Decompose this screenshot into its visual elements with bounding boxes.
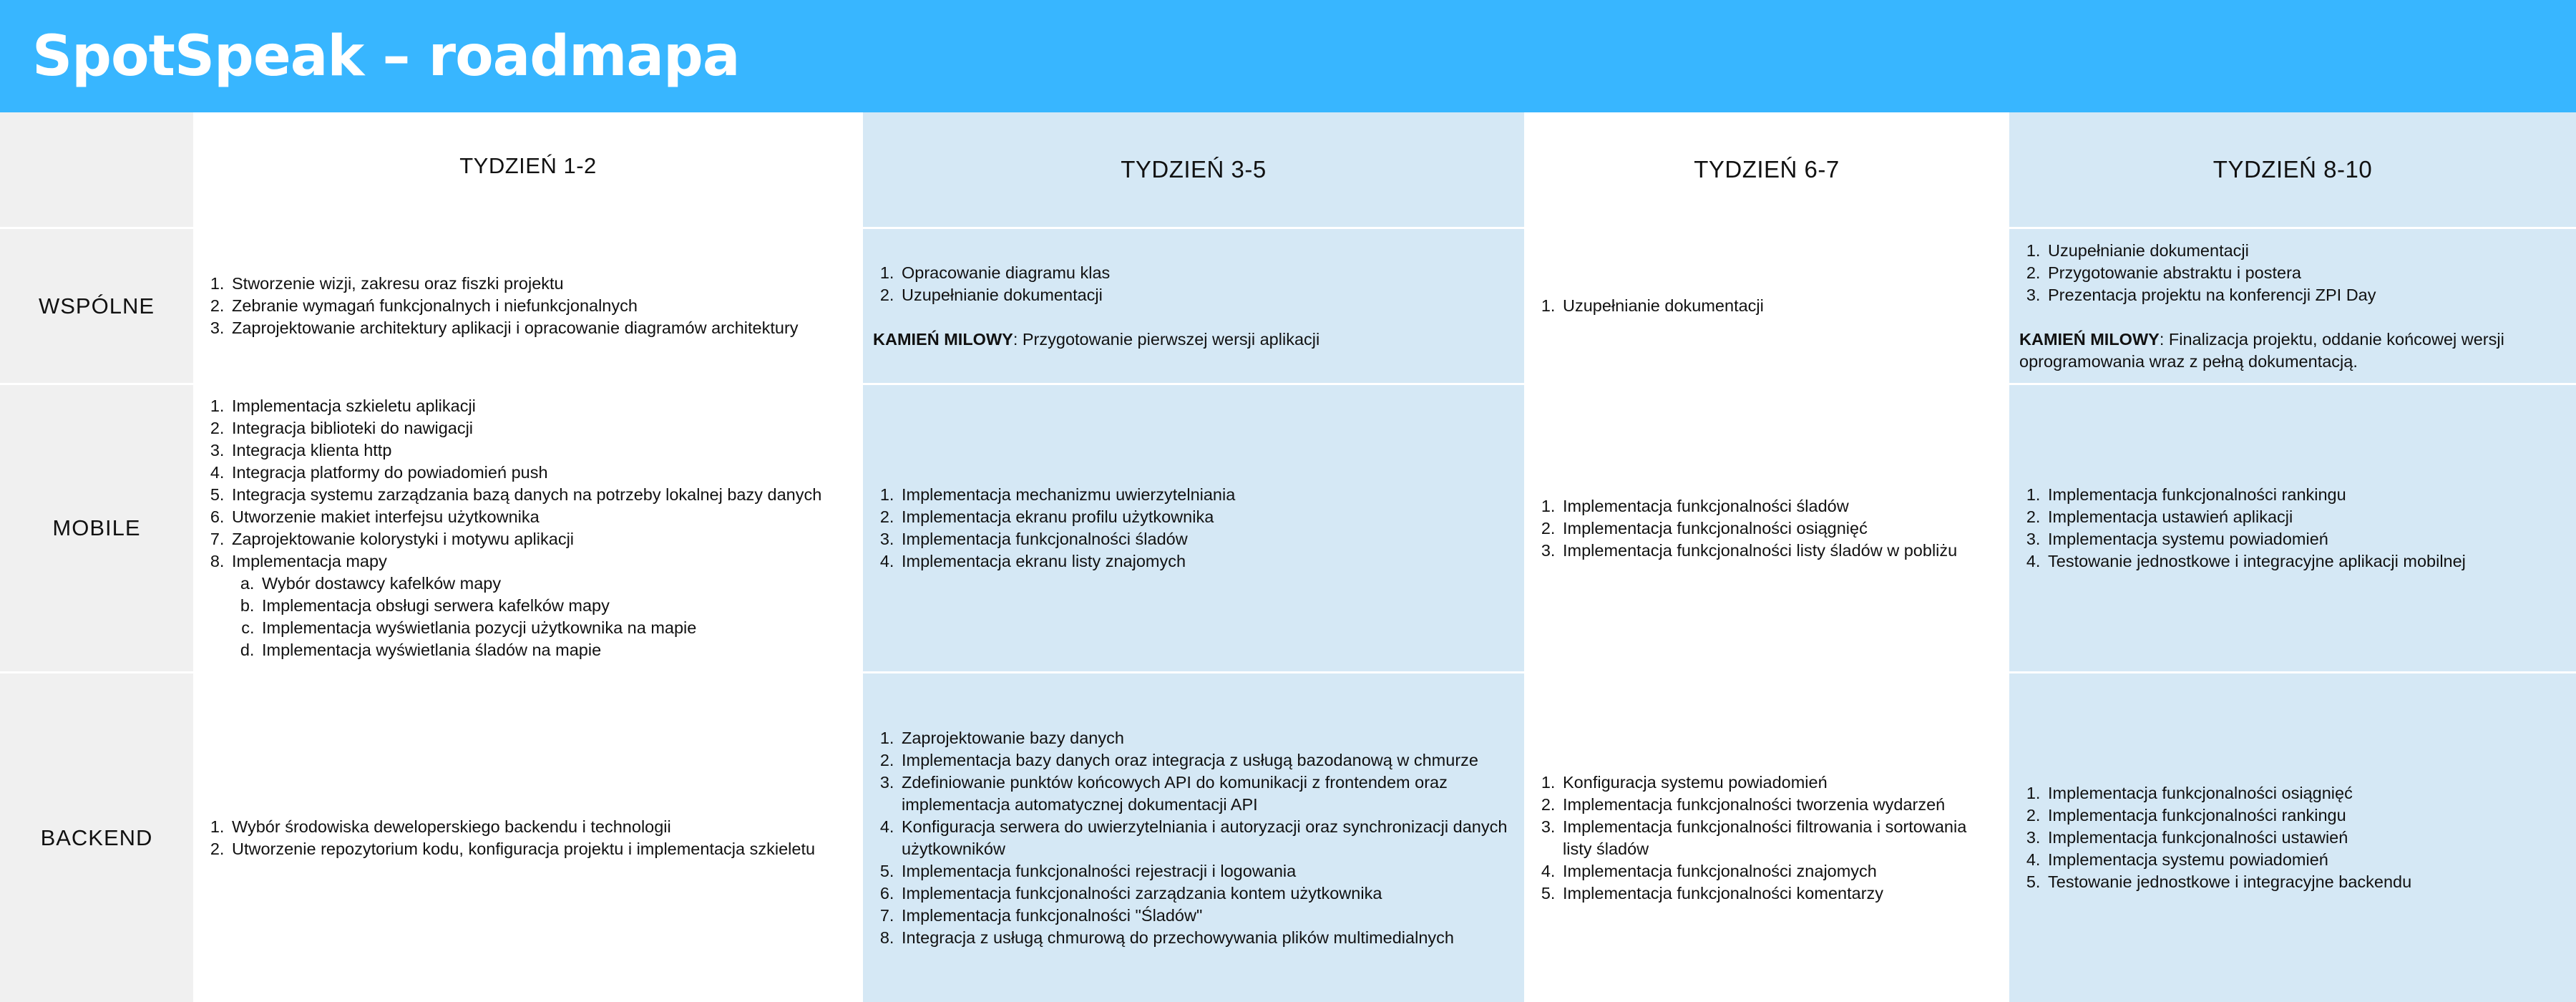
list-item: 1. Opracowanie diagramu klas xyxy=(899,262,1514,284)
milestone-text: : Finalizacja projektu, oddanie końcowej wersji oprogramowania wraz z pełną dokumentacją. xyxy=(2019,329,2504,371)
list-item: 1. Uzupełnianie dokumentacji xyxy=(2045,240,2566,262)
list-item: 8. Integracja z usługą chmurową do przechowywania plików multimedialnych xyxy=(899,927,1514,949)
milestone-note xyxy=(873,329,1514,351)
list-item: 4. Implementacja ekranu listy znajomych xyxy=(899,550,1514,573)
list-item: 2. Integracja biblioteki do nawigacji xyxy=(229,417,853,439)
row-header-label: BACKEND xyxy=(40,825,153,850)
list-item: 4. Konfiguracja serwera do uwierzytelniania i autoryzacji oraz synchronizacji danych użytkowników xyxy=(899,816,1514,860)
list-item: 1. Implementacja szkieletu aplikacji xyxy=(229,395,853,417)
sub-list-item: c. Implementacja wyświetlania pozycji użytkownika na mapie xyxy=(259,617,853,639)
list-item: 3. Prezentacja projektu na konferencji ZPI Day xyxy=(2045,284,2566,306)
list-item: 4. Implementacja funkcjonalności znajomych xyxy=(1560,860,1999,882)
cell-wspolne-week-6-7 xyxy=(1524,229,2009,383)
list-item: 2. Utworzenie repozytorium kodu, konfiguracja projektu i implementacja szkieletu xyxy=(229,838,853,860)
list-item: 5. Implementacja funkcjonalności komentarzy xyxy=(1560,882,1999,905)
list-item: 1. Zaprojektowanie bazy danych xyxy=(899,727,1514,749)
list-item-label: Implementacja mapy xyxy=(232,552,387,570)
list-item: 1. Konfiguracja systemu powiadomień xyxy=(1560,772,1999,794)
list-item: 2. Przygotowanie abstraktu i postera xyxy=(2045,262,2566,284)
list-item: 2. Implementacja funkcjonalności rankingu xyxy=(2045,804,2566,827)
list-item: 1. Implementacja funkcjonalności rankingu xyxy=(2045,484,2566,506)
roadmap-table xyxy=(0,112,2576,1002)
corner-cell xyxy=(0,112,193,227)
sub-list-item: d. Implementacja wyświetlania śladów na mapie xyxy=(259,639,853,661)
list-item: 1. Wybór środowiska deweloperskiego backendu i technologii xyxy=(229,816,853,838)
milestone-label: KAMIEŃ MILOWY xyxy=(2019,329,2160,349)
milestone-note xyxy=(2019,329,2566,373)
cell-mobile-week-8-10 xyxy=(2009,385,2576,671)
task-list xyxy=(1534,772,1999,905)
cell-wspolne-week-8-10 xyxy=(2009,229,2576,383)
list-item: 7. Implementacja funkcjonalności "Śladów" xyxy=(899,905,1514,927)
task-list xyxy=(873,727,1514,949)
list-item: 4. Integracja platformy do powiadomień push xyxy=(229,462,853,484)
list-item: 1. Stworzenie wizji, zakresu oraz fiszki projektu xyxy=(229,273,853,295)
cell-wspolne-week-3-5 xyxy=(863,229,1524,383)
milestone-label: KAMIEŃ MILOWY xyxy=(873,329,1013,349)
list-item: 3. Zdefiniowanie punktów końcowych API do komunikacji z frontendem oraz implementacja automatycznej dokumentacji API xyxy=(899,772,1514,816)
list-item: 5. Implementacja funkcjonalności rejestracji i logowania xyxy=(899,860,1514,882)
list-item: 2. Implementacja funkcjonalności osiągnięć xyxy=(1560,517,1999,540)
cell-mobile-week-3-5 xyxy=(863,385,1524,671)
list-item: 3. Implementacja funkcjonalności ustawień xyxy=(2045,827,2566,849)
column-header-week-8-10 xyxy=(2009,112,2576,227)
list-item: 1. Implementacja funkcjonalności śladów xyxy=(1560,495,1999,517)
sub-list-item: a. Wybór dostawcy kafelków mapy xyxy=(259,573,853,595)
list-item: 3. Zaprojektowanie architektury aplikacji i opracowanie diagramów architektury xyxy=(229,317,853,339)
column-header-week-6-7 xyxy=(1524,112,2009,227)
cell-backend-week-6-7 xyxy=(1524,673,2009,1002)
column-header-week-3-5 xyxy=(863,112,1524,227)
task-list xyxy=(203,273,853,339)
page-title: SpotSpeak – roadmapa xyxy=(32,24,740,89)
list-item: 7. Zaprojektowanie kolorystyki i motywu aplikacji xyxy=(229,528,853,550)
list-item: 5. Testowanie jednostkowe i integracyjne backendu xyxy=(2045,871,2566,893)
task-list xyxy=(2019,782,2566,893)
column-header-label: TYDZIEŃ 6-7 xyxy=(1694,156,1840,183)
column-header-week-1-2 xyxy=(193,112,863,227)
list-item: 2. Implementacja funkcjonalności tworzenia wydarzeń xyxy=(1560,794,1999,816)
task-list xyxy=(1534,495,1999,562)
list-item: 5. Integracja systemu zarządzania bazą danych na potrzeby lokalnej bazy danych xyxy=(229,484,853,506)
list-item xyxy=(229,550,853,661)
task-list xyxy=(2019,484,2566,573)
list-item: 3. Implementacja funkcjonalności śladów xyxy=(899,528,1514,550)
list-item: 2. Implementacja ekranu profilu użytkownika xyxy=(899,506,1514,528)
list-item: 3. Implementacja systemu powiadomień xyxy=(2045,528,2566,550)
cell-backend-week-8-10 xyxy=(2009,673,2576,1002)
cell-mobile-week-1-2 xyxy=(193,385,863,671)
list-item: 6. Implementacja funkcjonalności zarządzania kontem użytkownika xyxy=(899,882,1514,905)
task-list xyxy=(1534,295,1999,317)
list-item: 2. Implementacja ustawień aplikacji xyxy=(2045,506,2566,528)
column-header-label: TYDZIEŃ 3-5 xyxy=(1121,156,1267,183)
cell-backend-week-3-5 xyxy=(863,673,1524,1002)
cell-mobile-week-6-7 xyxy=(1524,385,2009,671)
task-list xyxy=(203,395,853,661)
row-header-backend xyxy=(0,673,193,1002)
task-list xyxy=(2019,240,2566,306)
row-header-label: MOBILE xyxy=(52,515,141,540)
column-header-label: TYDZIEŃ 8-10 xyxy=(2212,156,2373,183)
sub-list-item: b. Implementacja obsługi serwera kafelków mapy xyxy=(259,595,853,617)
list-item: 3. Implementacja funkcjonalności filtrowania i sortowania listy śladów xyxy=(1560,816,1999,860)
task-list xyxy=(873,484,1514,573)
list-item: 2. Zebranie wymagań funkcjonalnych i niefunkcjonalnych xyxy=(229,295,853,317)
list-item: 3. Implementacja funkcjonalności listy śladów w pobliżu xyxy=(1560,540,1999,562)
row-header-wspolne xyxy=(0,229,193,383)
sub-task-list xyxy=(232,573,853,661)
cell-wspolne-week-1-2 xyxy=(193,229,863,383)
task-list xyxy=(203,816,853,860)
list-item: 6. Utworzenie makiet interfejsu użytkownika xyxy=(229,506,853,528)
row-header-mobile xyxy=(0,385,193,671)
list-item: 4. Testowanie jednostkowe i integracyjne aplikacji mobilnej xyxy=(2045,550,2566,573)
list-item: 2. Implementacja bazy danych oraz integracja z usługą bazodanową w chmurze xyxy=(899,749,1514,772)
cell-backend-week-1-2 xyxy=(193,673,863,1002)
milestone-text: : Przygotowanie pierwszej wersji aplikacji xyxy=(1013,329,1320,349)
row-header-label: WSPÓLNE xyxy=(38,293,155,318)
header-bar xyxy=(0,0,2576,112)
list-item: 2. Uzupełnianie dokumentacji xyxy=(899,284,1514,306)
list-item: 1. Uzupełnianie dokumentacji xyxy=(1560,295,1999,317)
list-item: 1. Implementacja mechanizmu uwierzytelniania xyxy=(899,484,1514,506)
task-list xyxy=(873,262,1514,306)
list-item: 3. Integracja klienta http xyxy=(229,439,853,462)
list-item: 1. Implementacja funkcjonalności osiągnięć xyxy=(2045,782,2566,804)
column-header-label: TYDZIEŃ 1-2 xyxy=(459,153,597,178)
list-item: 4. Implementacja systemu powiadomień xyxy=(2045,849,2566,871)
